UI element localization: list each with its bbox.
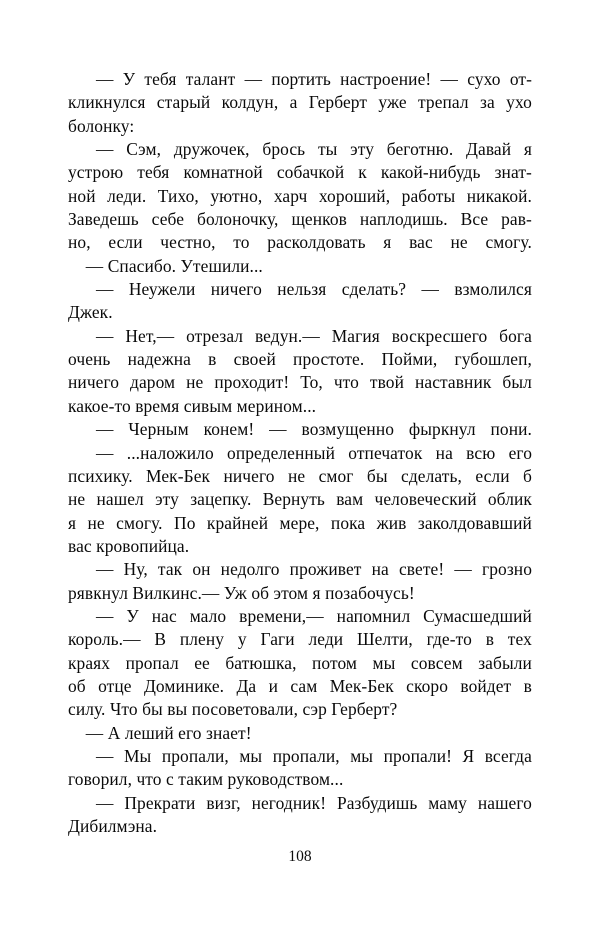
- text-word: —: [96, 325, 114, 346]
- text-word: мы: [350, 745, 374, 766]
- text-word: пропали,: [161, 745, 229, 766]
- text-word: бы: [366, 465, 388, 486]
- text-word: В: [154, 629, 167, 650]
- text-word: человеческий: [374, 489, 477, 510]
- text-word: потом: [312, 652, 358, 673]
- text-word: плену: [179, 629, 225, 650]
- text-word: трепал: [418, 92, 469, 113]
- text-word: Черным: [128, 419, 189, 440]
- text-word: Прекрати: [124, 792, 196, 813]
- text-word: его: [508, 442, 532, 463]
- text-word: тех: [507, 629, 532, 650]
- text-word: не: [287, 465, 306, 486]
- text-word: нельзя: [277, 279, 327, 300]
- text-word: никакой.: [466, 185, 532, 206]
- text-word: сделать?: [341, 279, 407, 300]
- text-word: король.—: [68, 629, 141, 650]
- text-word: Разбудишь: [336, 792, 418, 813]
- text-word: ...наложило: [126, 442, 214, 463]
- text-word: ее: [194, 652, 210, 673]
- text-word: проходит!: [214, 372, 290, 393]
- text-line: [68, 488, 532, 511]
- text-line: [68, 138, 532, 161]
- text-word: —: [96, 69, 114, 89]
- text-word: губошлеп,: [454, 349, 532, 370]
- text-word: нашел: [96, 489, 144, 510]
- text-word: жив: [376, 512, 407, 533]
- text-line: [68, 745, 532, 768]
- text-word: ничего: [223, 465, 275, 486]
- text-word: смог: [318, 465, 354, 486]
- text-word: нас: [151, 605, 177, 626]
- text-word: настроение!: [340, 69, 432, 89]
- text-word: напомнил: [336, 605, 411, 626]
- text-word: нашего: [477, 792, 532, 813]
- text-line: болонку:: [68, 115, 135, 136]
- text-word: ной: [68, 185, 96, 206]
- text-word: щенков: [291, 209, 347, 230]
- text-word: об: [68, 675, 86, 696]
- text-word: болоночку,: [197, 209, 279, 230]
- text-word: —: [440, 69, 459, 89]
- text-line: [68, 91, 532, 114]
- text-line: [68, 605, 532, 628]
- text-word: харч: [273, 185, 308, 206]
- text-line: [68, 161, 532, 184]
- text-word: —: [96, 559, 114, 580]
- text-word: У: [122, 69, 136, 89]
- text-word: пропали,: [272, 745, 340, 766]
- text-word: комнатной: [183, 162, 263, 183]
- text-line: [68, 442, 532, 465]
- text-word: —: [96, 745, 114, 766]
- text-word: скоро: [406, 675, 449, 696]
- text-line: Джек.: [68, 302, 113, 323]
- text-word: я: [383, 232, 392, 253]
- text-line: [68, 208, 532, 231]
- text-word: сухо: [467, 69, 501, 89]
- text-word: Магия: [331, 325, 380, 346]
- text-line: рявкнул Вилкинс.— Уж об этом я позабочусь!: [68, 582, 415, 603]
- text-line: — Спасибо. Утешили...: [68, 255, 263, 276]
- text-word: —: [96, 279, 114, 300]
- text-word: на: [435, 442, 453, 463]
- text-word: б: [523, 465, 532, 486]
- text-word: в: [485, 629, 494, 650]
- text-word: мы: [372, 652, 396, 673]
- text-word: Доминике.: [143, 675, 225, 696]
- text-word: конем!: [203, 419, 255, 440]
- text-word: кликнулся: [68, 92, 146, 113]
- text-word: зацепку.: [190, 489, 252, 510]
- text-word: вас: [409, 232, 433, 253]
- text-word: Шелти,: [357, 629, 413, 650]
- text-word: —: [269, 419, 287, 440]
- text-word: визг,: [206, 792, 241, 813]
- text-word: эту: [155, 489, 179, 510]
- text-word: собачкой: [276, 162, 345, 183]
- text-line: [68, 652, 532, 675]
- text-word: я: [68, 512, 77, 533]
- page-text-body: [68, 68, 532, 838]
- text-word: даром: [130, 372, 176, 393]
- text-word: батюшка,: [225, 652, 297, 673]
- text-word: работы: [401, 185, 456, 206]
- text-line: [68, 371, 532, 394]
- text-word: леди.: [107, 185, 147, 206]
- text-word: беготню.: [386, 139, 454, 160]
- text-word: Герберт: [308, 92, 368, 113]
- text-line: [68, 465, 532, 488]
- text-word: облик: [487, 489, 532, 510]
- text-word: Ну,: [123, 559, 148, 580]
- text-line: [68, 231, 532, 254]
- text-word: какой-нибудь: [380, 162, 481, 183]
- text-word: Мек-Бек: [329, 675, 394, 696]
- text-word: очень: [68, 349, 111, 370]
- text-word: отце: [98, 675, 132, 696]
- text-word: устрою: [68, 162, 124, 183]
- text-word: У: [126, 605, 139, 626]
- text-line: [68, 325, 532, 348]
- text-word: к: [358, 162, 367, 183]
- text-word: ничего: [68, 372, 120, 393]
- text-word: сам: [290, 675, 318, 696]
- text-word: отрезал: [186, 325, 244, 346]
- text-word: простоте.: [293, 349, 365, 370]
- text-word: эту: [350, 139, 374, 160]
- text-word: —: [96, 792, 114, 813]
- text-word: совсем: [410, 652, 463, 673]
- text-word: колдун,: [221, 92, 279, 113]
- text-word: Пойми,: [381, 349, 438, 370]
- text-word: честно,: [160, 232, 216, 253]
- text-word: так: [157, 559, 183, 580]
- text-word: Неужели: [128, 279, 196, 300]
- text-word: я: [523, 139, 532, 160]
- text-word: не: [450, 232, 468, 253]
- text-word: если: [108, 232, 143, 253]
- text-word: ухо: [506, 92, 532, 113]
- text-word: Заведешь: [68, 209, 139, 230]
- text-line: [68, 185, 532, 208]
- text-word: пони.: [490, 419, 532, 440]
- text-word: наставник: [414, 372, 492, 393]
- text-word: свете!: [398, 559, 445, 580]
- text-word: Сумасшедший: [423, 605, 532, 626]
- text-word: портить: [271, 69, 331, 89]
- text-word: отпечаток: [348, 442, 423, 463]
- text-line: вас кровопийца.: [68, 535, 190, 556]
- text-word: Мек-Бек: [146, 465, 211, 486]
- text-word: Все: [460, 209, 489, 230]
- text-word: не: [186, 372, 204, 393]
- text-word: крайней: [206, 512, 269, 533]
- text-word: времени,—: [239, 605, 324, 626]
- page-number: 108: [288, 848, 312, 865]
- text-word: всю: [466, 442, 496, 463]
- text-word: наплодишь.: [359, 209, 448, 230]
- text-word: недолго: [220, 559, 280, 580]
- text-word: проживет: [289, 559, 362, 580]
- text-word: то: [233, 232, 250, 253]
- text-word: мало: [189, 605, 227, 626]
- text-line: [68, 68, 532, 91]
- text-word: дружочек,: [173, 139, 250, 160]
- text-line: силу. Что бы вы посоветовали, сэр Герберт?: [68, 699, 398, 720]
- text-word: на: [371, 559, 389, 580]
- text-word: Вернуть: [262, 489, 325, 510]
- text-word: себе: [151, 209, 185, 230]
- text-word: заколдовавший: [417, 512, 532, 533]
- text-word: —: [96, 419, 114, 440]
- text-word: краях: [68, 652, 111, 673]
- text-word: Я: [462, 745, 475, 766]
- text-word: сделать,: [401, 465, 462, 486]
- text-word: забыли: [478, 652, 532, 673]
- text-word: Мы: [123, 745, 152, 766]
- text-word: —: [96, 139, 114, 160]
- text-word: маму: [428, 792, 467, 813]
- text-line: [68, 628, 532, 651]
- text-word: хороший,: [318, 185, 391, 206]
- text-word: смогу.: [116, 512, 163, 533]
- text-word: психику.: [68, 465, 133, 486]
- text-word: Тихо,: [157, 185, 199, 206]
- text-word: в: [523, 675, 532, 696]
- text-word: пропал: [125, 652, 179, 673]
- text-word: не: [68, 489, 86, 510]
- text-word: Нет,—: [125, 325, 175, 346]
- text-word: у: [237, 629, 247, 650]
- text-line: говорил, что с таким руководством...: [68, 769, 344, 790]
- text-word: расколдовать: [267, 232, 366, 253]
- text-word: ты: [317, 139, 338, 160]
- text-word: Гаги: [260, 629, 295, 650]
- text-word: взмолился: [454, 279, 532, 300]
- text-word: воскресшего: [391, 325, 488, 346]
- text-word: где-то: [426, 629, 472, 650]
- text-word: Давай: [466, 139, 512, 160]
- text-word: —: [244, 69, 263, 89]
- text-word: негодник!: [251, 792, 327, 813]
- text-word: был: [502, 372, 532, 393]
- text-word: твой: [369, 372, 405, 393]
- text-word: То,: [300, 372, 323, 393]
- text-word: рав-: [501, 209, 532, 230]
- text-word: смогу.: [485, 232, 532, 253]
- text-line: [68, 558, 532, 581]
- text-word: своей: [233, 349, 276, 370]
- text-line: Дибилмэна.: [68, 816, 158, 836]
- text-word: тебя: [144, 69, 177, 89]
- text-word: вам: [336, 489, 364, 510]
- text-line: [68, 278, 532, 301]
- text-word: —: [454, 559, 472, 580]
- text-word: возмущенно: [301, 419, 395, 440]
- text-word: леди: [308, 629, 344, 650]
- text-word: что: [333, 372, 359, 393]
- text-word: —: [421, 279, 439, 300]
- text-line: какое-то время сивым мерином...: [68, 395, 317, 416]
- text-word: от-: [509, 69, 532, 89]
- text-line: [68, 348, 532, 371]
- text-word: если: [475, 465, 510, 486]
- text-word: тебя: [137, 162, 170, 183]
- text-line: — А леший его знает!: [68, 722, 252, 743]
- text-word: а: [289, 92, 298, 113]
- text-word: мы: [239, 745, 263, 766]
- text-line: [68, 675, 532, 698]
- text-word: уютно,: [210, 185, 263, 206]
- text-word: —: [96, 605, 114, 626]
- text-line: [68, 418, 532, 441]
- text-word: мере,: [279, 512, 320, 533]
- text-word: определенный: [227, 442, 335, 463]
- text-word: и: [268, 675, 279, 696]
- text-word: он: [192, 559, 211, 580]
- text-word: не: [87, 512, 105, 533]
- text-word: но,: [68, 232, 91, 253]
- text-word: бога: [499, 325, 532, 346]
- text-word: пока: [330, 512, 366, 533]
- text-word: всегда: [484, 745, 532, 766]
- text-word: ведун.—: [254, 325, 320, 346]
- text-word: Сэм,: [126, 139, 162, 160]
- text-word: надежна: [127, 349, 191, 370]
- text-word: войдет: [460, 675, 512, 696]
- text-word: за: [480, 92, 495, 113]
- text-word: талант: [185, 69, 236, 89]
- text-word: знат-: [494, 162, 532, 183]
- text-word: Да: [236, 675, 257, 696]
- text-word: уже: [378, 92, 407, 113]
- text-word: фыркнул: [408, 419, 476, 440]
- text-line: [68, 792, 532, 815]
- text-line: [68, 512, 532, 535]
- text-word: ничего: [210, 279, 262, 300]
- text-word: —: [96, 442, 114, 463]
- text-word: По: [174, 512, 196, 533]
- text-word: пропали!: [383, 745, 453, 766]
- text-word: старый: [156, 92, 211, 113]
- text-word: в: [208, 349, 217, 370]
- text-word: грозно: [482, 559, 532, 580]
- text-word: брось: [262, 139, 306, 160]
